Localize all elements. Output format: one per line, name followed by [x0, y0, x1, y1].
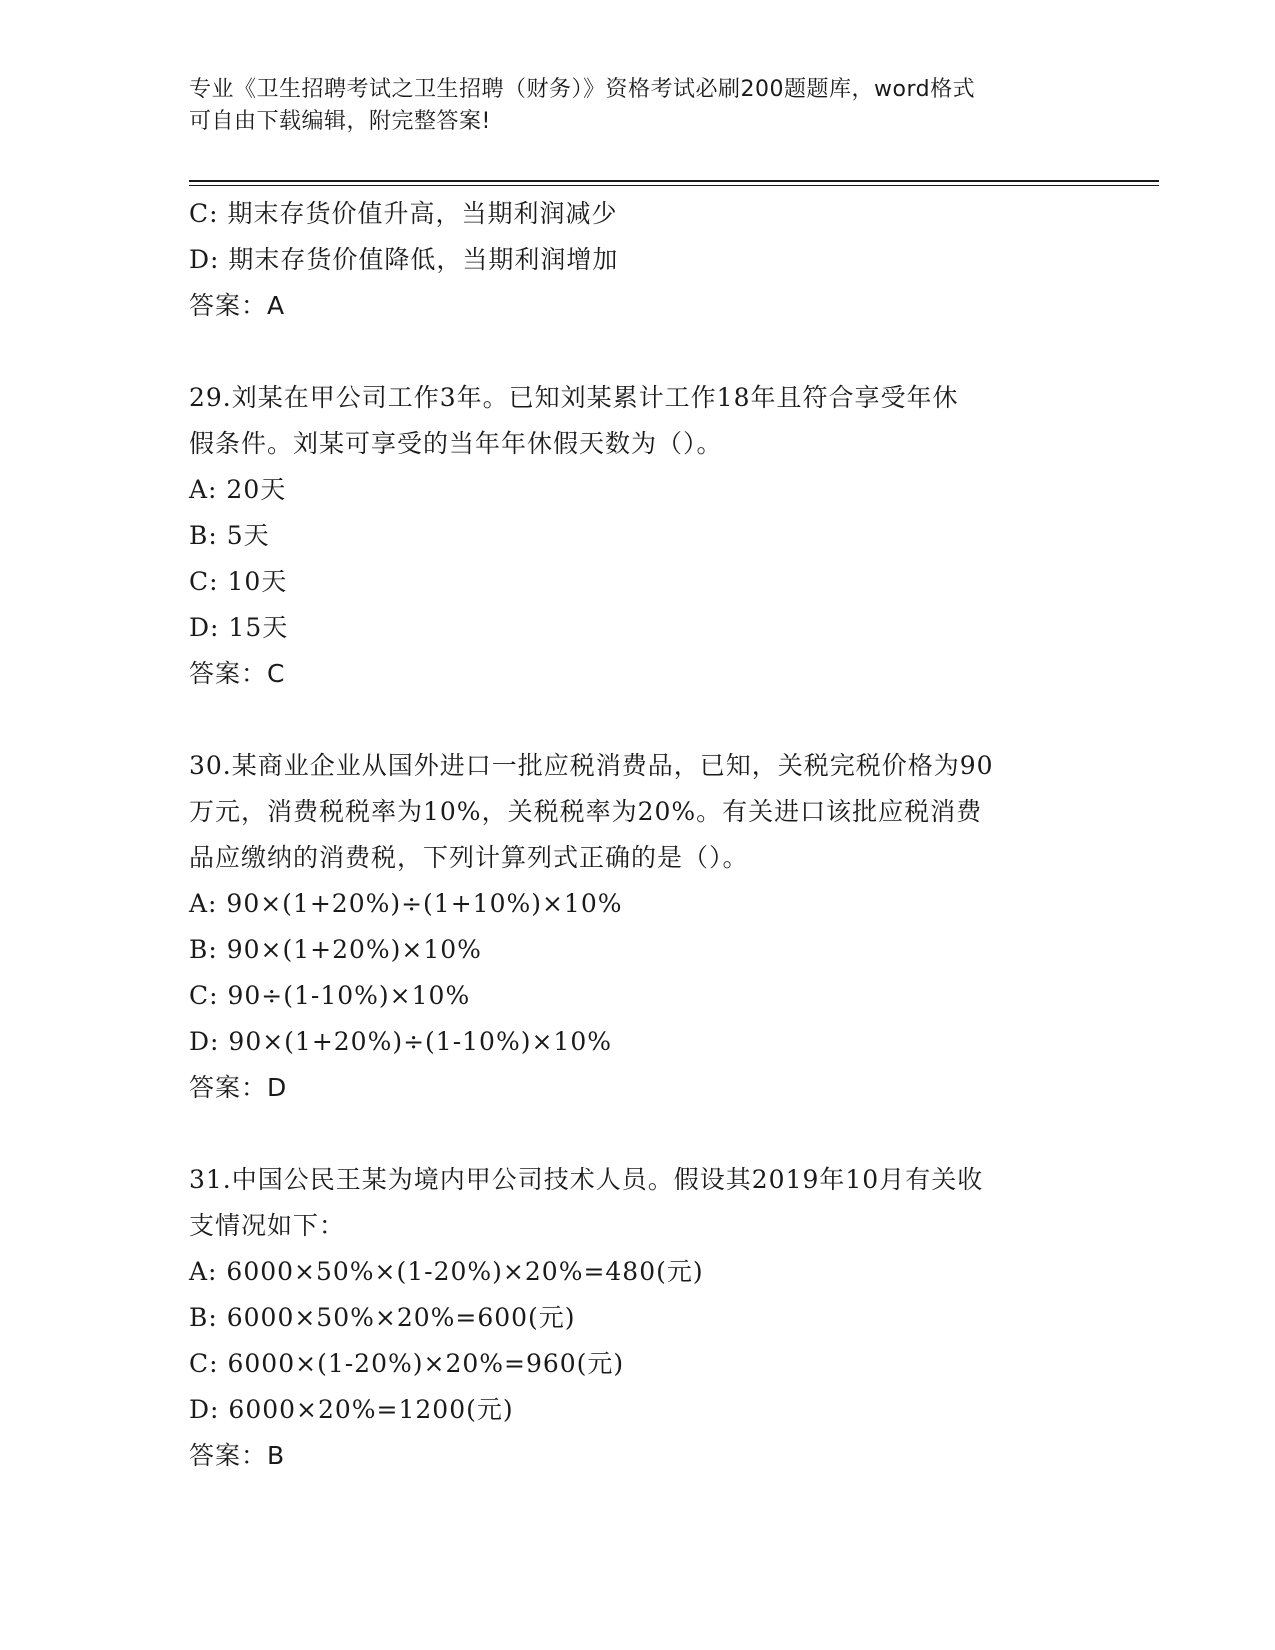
option-a: A: 90×(1+20%)÷(1+10%)×10%: [189, 889, 623, 918]
question-stem: 万元，消费税税率为10%，关税税率为20%。有关进口该批应税消费: [189, 797, 983, 826]
option-d: D: 15天: [189, 613, 289, 642]
answer-line: 答案：D: [189, 1073, 288, 1102]
option-d: D: 90×(1+20%)÷(1-10%)×10%: [189, 1027, 612, 1056]
question-list: [189, 191, 1149, 1479]
question-stem: 假条件。刘某可享受的当年年休假天数为（）。: [189, 429, 723, 458]
option-d: D: 6000×20%=1200(元): [189, 1395, 514, 1424]
spacer: [189, 329, 1149, 375]
question-stem: 支情况如下：: [189, 1211, 346, 1240]
question-stem: 31.中国公民王某为境内甲公司技术人员。假设其2019年10月有关收: [189, 1165, 984, 1194]
header-divider-thin: [189, 185, 1159, 186]
header-title-line-1: 专业《卫生招聘考试之卫生招聘（财务）》资格考试必刷200题题库，word格式: [189, 77, 976, 102]
answer-line: 答案：B: [189, 1441, 286, 1470]
option-c: C: 6000×(1-20%)×20%=960(元): [189, 1349, 625, 1378]
document-header: [189, 74, 1089, 138]
option-b: B: 5天: [189, 521, 270, 550]
header-title-line-2: 可自由下载编辑，附完整答案!: [189, 109, 491, 134]
question-block-30: [189, 743, 1149, 1111]
option-a: A: 6000×50%×(1-20%)×20%=480(元): [189, 1257, 704, 1286]
option-b: B: 6000×50%×20%=600(元): [189, 1303, 576, 1332]
option-a: A: 20天: [189, 475, 287, 504]
question-block-31: [189, 1157, 1149, 1479]
spacer: [189, 697, 1149, 743]
header-divider-thick: [189, 180, 1159, 182]
question-stem: 29.刘某在甲公司工作3年。已知刘某累计工作18年且符合享受年休: [189, 383, 959, 412]
question-block-28: [189, 191, 1149, 329]
option-d: D: 期末存货价值降低，当期利润增加: [189, 245, 619, 274]
answer-line: 答案：A: [189, 291, 286, 320]
option-c: C: 期末存货价值升高，当期利润减少: [189, 199, 618, 228]
question-stem: 品应缴纳的消费税，下列计算列式正确的是（）。: [189, 843, 749, 872]
option-c: C: 10天: [189, 567, 288, 596]
question-stem: 30.某商业企业从国外进口一批应税消费品，已知，关税完税价格为90: [189, 751, 994, 780]
answer-line: 答案：C: [189, 659, 286, 688]
question-block-29: [189, 375, 1149, 697]
option-b: B: 90×(1+20%)×10%: [189, 935, 482, 964]
spacer: [189, 1111, 1149, 1157]
option-c: C: 90÷(1-10%)×10%: [189, 981, 471, 1010]
